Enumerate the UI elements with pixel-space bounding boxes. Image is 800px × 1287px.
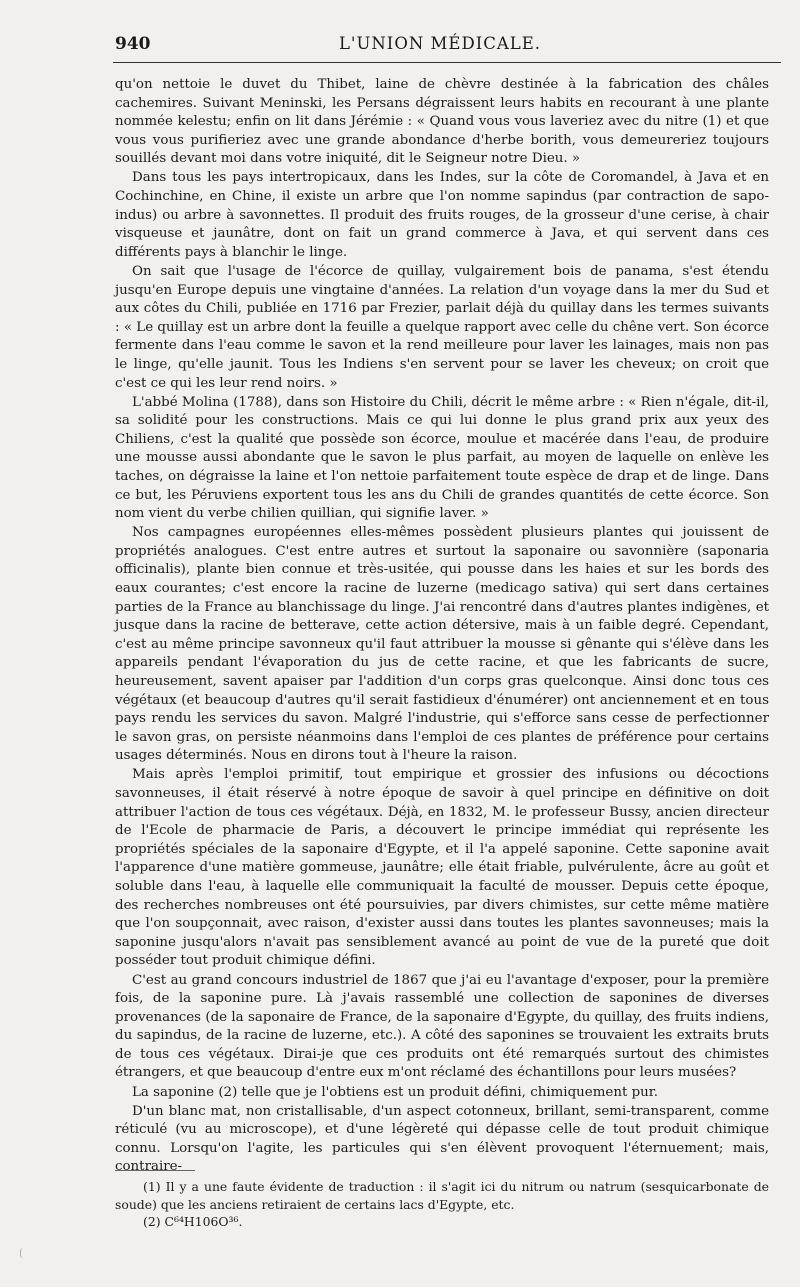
header-rule: [113, 62, 781, 63]
body-text: [115, 76, 769, 1177]
page-header: [115, 34, 765, 60]
footnotes: [115, 1178, 769, 1231]
running-title: L'UNION MÉDICALE.: [338, 34, 542, 53]
paragraph: Dans tous les pays intertropicaux, dans les Indes, sur la côte de Coromandel, à Java et en Cochinchine, en Chine, il existe un arbre que l'on nomme sapindus (par contraction de sapo-indus) ou arbre à savonnettes. Il produit des fruits rouges, de la grosseur d'une cerise, à chair visqueuse et jaunâtre, dont on fait un grand commerce à Java, et qui servent dans ces différents pays à blanchir le linge.: [115, 170, 769, 260]
footnote: (1) Il y a une faute évidente de traduction : il s'agit ici du nitrum ou natrum (sesquicarbonate de soude) que les anciens retiraient de certains lacs d'Egypte, etc.: [115, 1179, 769, 1212]
margin-mark: [20, 1248, 27, 1258]
footnote-rule: [115, 1170, 195, 1171]
paragraph: On sait que l'usage de l'écorce de quillay, vulgairement bois de panama, s'est étendu jusqu'en Europe depuis une vingtaine d'années. La relation d'un voyage dans la mer du Sud et aux côtes du Chili, publiée en 1716 par Frezier, parlait déjà du quillay dans les termes suivants : « Le quillay est un arbre dont la feuille a quelque rapport avec celle du chêne vert. Son écorce fermente dans l'eau comme le savon et la rend meilleure pour laver les lainages, mais non pas le linge, qu'elle jaunit. Tous les Indiens s'en servent pour se laver les cheveux; on croit que c'est ce qui les leur rend noirs. »: [115, 263, 769, 391]
footnote: (2) C⁶⁴H106O³⁶.: [143, 1214, 243, 1229]
paragraph: Nos campagnes européennes elles-mêmes possèdent plusieurs plantes qui jouissent de propriétés analogues. C'est entre autres et surtout la saponaire ou savonnière (saponaria officinalis), plante bien connue et très-usitée, qui pousse dans les haies et sur les bords des eaux courantes; c'est encore la racine de luzerne (medicago sativa) qui sert dans certaines parties de la France au blanchissage du linge. J'ai rencontré dans d'autres plantes indigènes, et jusque dans la racine de betterave, cette action détersive, mais à un faible degré. Cependant, c'est au même principe savonneux qu'il faut attribuer la mousse si gênante qui s'élève dans les appareils pendant l'évaporation du jus de cette racine, et que les fabricants de sucre, heureusement, savent apaiser par l'addition d'un corps gras quelconque. Ainsi donc tous ces végétaux (et beaucoup d'autres qu'il serait fastidieux d'énumérer) ont anciennement et en tous pays rendu les services du savon. Malgré l'industrie, qui s'efforce sans cesse de perfectionner le savon gras, on persiste néanmoins dans l'emploi de ces plantes de préférence pour certains usages déterminés. Nous en dirons tout à l'heure la raison.: [115, 525, 769, 764]
page-number: 940: [115, 34, 151, 54]
paragraph: Mais après l'emploi primitif, tout empirique et grossier des infusions ou décoctions savonneuses, il était réservé à notre époque de savoir à quel principe en définitive on doit attribuer l'action de tous ces végétaux. Déjà, en 1832, M. le professeur Bussy, ancien directeur de l'Ecole de pharmacie de Paris, a découvert le principe immédiat qui représente les propriétés spéciales de la saponaire d'Egypte, et il l'a appelé saponine. Cette saponine avait l'apparence d'une matière gommeuse, jaunâtre; elle était friable, pulvérulente, âcre au goût et soluble dans l'eau, à laquelle elle communiquait la faculté de mousser. Depuis cette époque, des recherches nombreuses ont été poursuivies, par divers chimistes, sur cette même matière que l'on soupçonnait, avec raison, d'exister aussi dans toutes les plantes savonneuses; mais la saponine jusqu'alors n'avait pas sensiblement avancé au point de vue de la pureté que doit posséder tout produit chimique défini.: [115, 767, 769, 969]
paragraph: D'un blanc mat, non cristallisable, d'un aspect cotonneux, brillant, semi-transparent, comme réticulé (vu au microscope), et d'une légèreté qui dépasse celle de tout produit chimique connu. Lorsqu'on l'agite, les particules qui s'en élèvent provoquent l'éternuement; mais, contraire-: [115, 1103, 769, 1175]
paragraph: La saponine (2) telle que je l'obtiens est un produit défini, chimiquement pur.: [132, 1084, 658, 1100]
paragraph: C'est au grand concours industriel de 1867 que j'ai eu l'avantage d'exposer, pour la première fois, de la saponine pure. Là j'avais rassemblé une collection de saponines de diverses provenances (de la saponaire de France, de la saponaire d'Egypte, du quillay, des fruits indiens, du sapindus, de la racine de luzerne, etc.). A côté des saponines se trouvaient les extraits bruts de tous ces végétaux. Dirai-je que ces produits ont été remarqués surtout des chimistes étrangers, et que beaucoup d'entre eux m'ont réclamé des échantillons pour leurs musées?: [115, 972, 769, 1081]
paragraph: qu'on nettoie le duvet du Thibet, laine de chèvre destinée à la fabrication des châles cachemires. Suivant Meninski, les Persans dégraissent leurs habits en recourant à une plante nommée kelestu; enfin on lit dans Jérémie : « Quand vous vous laveriez avec du nitre (1) et que vous vous purifieriez avec une grande abondance d'herbe borith, vous demeureriez toujours souillés devant moi dans votre iniquité, dit le Seigneur notre Dieu. »: [115, 77, 769, 167]
paragraph: L'abbé Molina (1788), dans son Histoire du Chili, décrit le même arbre : « Rien n'égale, dit-il, sa solidité pour les constructions. Mais ce qui lui donne le plus grand prix aux yeux des Chiliens, c'est la qualité que possède son écorce, moulue et macérée dans l'eau, de produire une mousse aussi abondante que le savon le plus parfait, au moyen de laquelle on enlève les taches, on dégraisse la laine et l'on nettoie parfaitement toute espèce de drap et de linge. Dans ce but, les Péruviens exportent tous les ans du Chili de grandes quantités de cette écorce. Son nom vient du verbe chilien quillian, qui signifie laver. »: [115, 394, 769, 522]
